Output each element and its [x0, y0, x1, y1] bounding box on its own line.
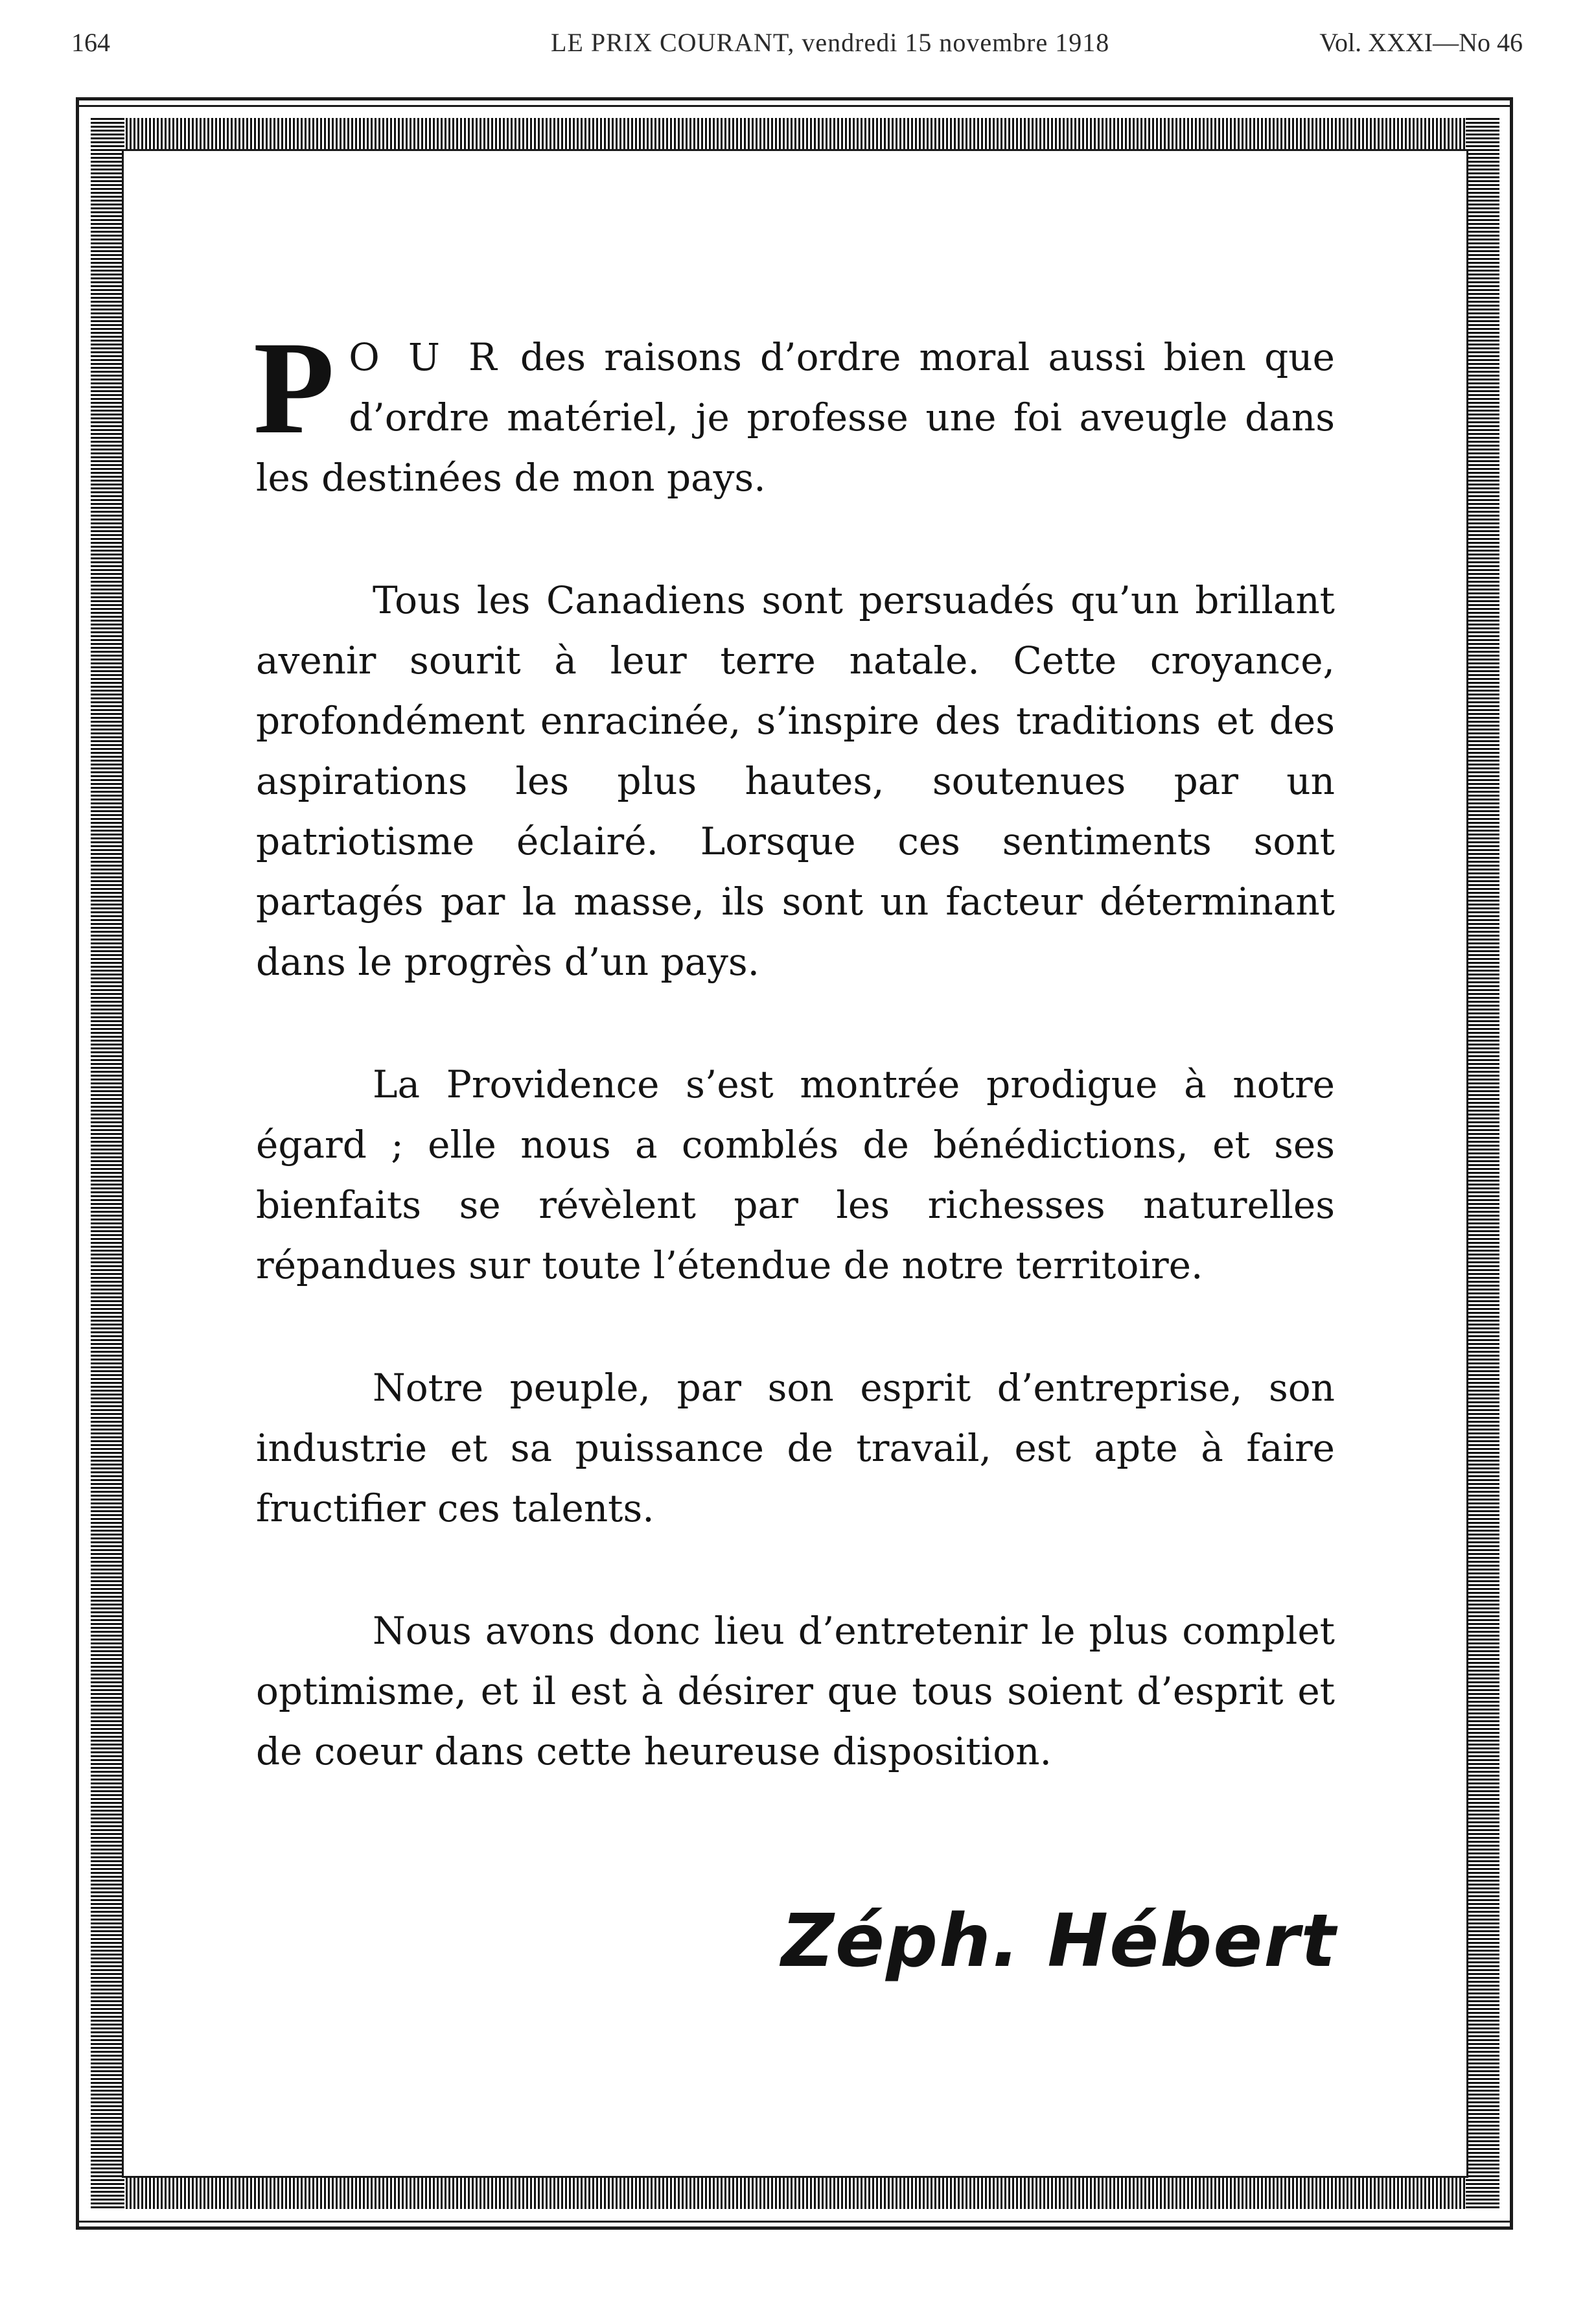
paragraph-5: Nous avons donc lieu d’entretenir le plus complet optimisme, et il est à désirer que tous soient d’esprit et de coeur dans cette heureuse disposition.	[256, 1609, 1335, 1773]
first-word: O U R	[349, 335, 502, 379]
masthead-date: LE PRIX COURANT, vendredi 15 novembre 1918	[551, 28, 1110, 57]
page-number: 164	[71, 28, 110, 57]
paragraph-1-text: des raisons d’ordre moral aussi bien que d’ordre matériel, je professe une foi aveugle dans les destinées de mon pays.	[256, 335, 1335, 500]
signature: Zéph. Hébert	[781, 1899, 1337, 1983]
hatched-border-bottom	[91, 2175, 1499, 2209]
hatched-border-left	[91, 118, 124, 2209]
paragraph-3: La Providence s’est montrée prodigue à notre égard ; elle nous a comblés de bénédictions, et ses bienfaits se révèlent par les richesses naturelles répandues sur toute l’étendue de notre territoire.	[256, 1062, 1335, 1287]
outer-frame-rule	[76, 2221, 1513, 2223]
paragraph-4: Notre peuple, par son esprit d’entreprise, son industrie et sa puissance de travail, est apte à faire fructifier ces talents.	[256, 1366, 1335, 1530]
outer-frame-rule	[76, 105, 1513, 107]
advertisement-text	[253, 314, 1335, 1844]
hatched-border-right	[1466, 118, 1499, 2209]
drop-cap: P	[253, 314, 335, 461]
paragraph-2: Tous les Canadiens sont persuadés qu’un brillant avenir sourit à leur terre natale. Cette croyance, profondément enracinée, s’inspire des traditions et des aspirations les plus hautes, soutenues par un patriotisme éclairé. Lorsque ces sentiments sont partagés par la masse, ils sont un facteur déterminant dans le progrès d’un pays.	[256, 578, 1335, 984]
running-header	[71, 27, 1523, 66]
hatched-border-top	[91, 118, 1499, 152]
volume-number: Vol. XXXI—No 46	[1319, 28, 1523, 57]
paragraph-1	[253, 314, 1335, 508]
